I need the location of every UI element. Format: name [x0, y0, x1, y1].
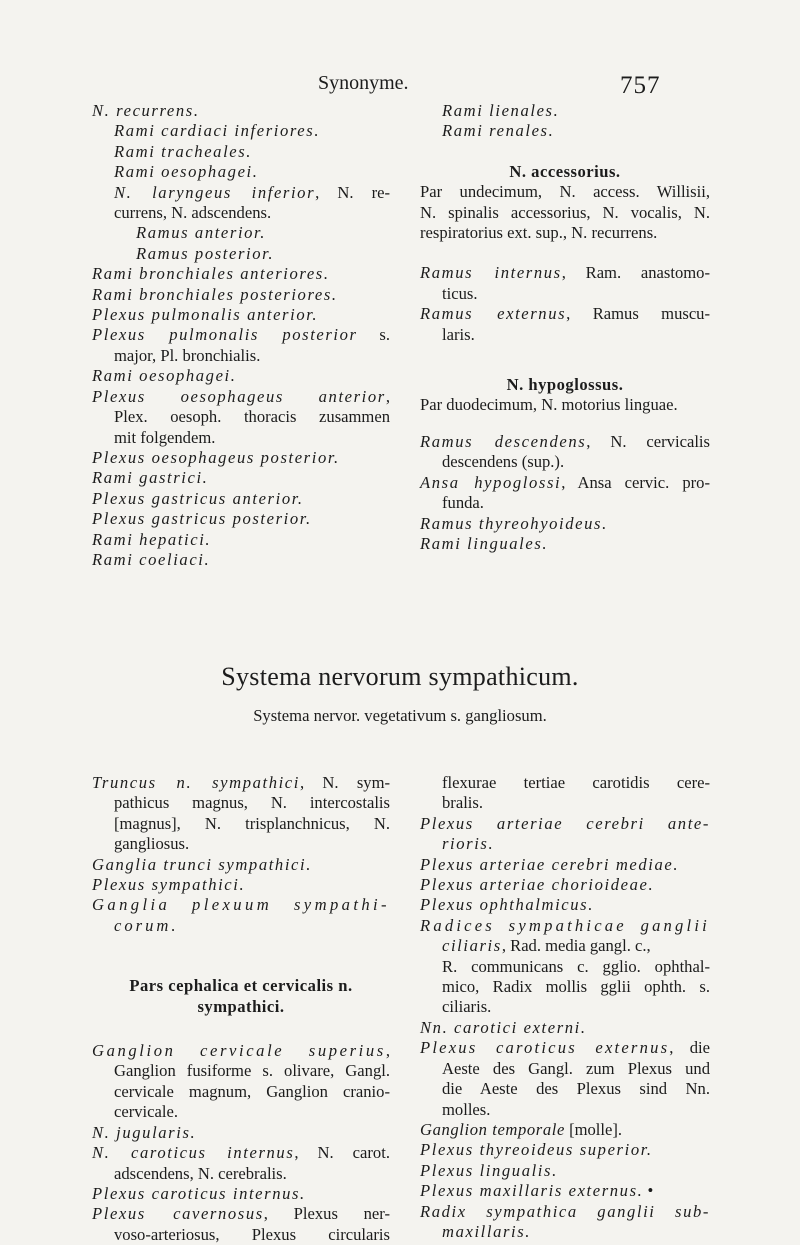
entry: Plexus maxillaris externus. • [420, 1181, 654, 1201]
entry: N. spinalis accessorius, N. vocalis, N. [420, 202, 710, 222]
entry: Plexus thyreoideus superior. [420, 1140, 653, 1160]
running-title: Synonyme. [318, 72, 409, 94]
section-heading-pars-cephalica-cont: sympathici. [197, 996, 285, 1016]
top-right-column [420, 101, 710, 554]
entry: respiratorius ext. sup., N. recurrens. [420, 223, 658, 243]
entry: Plex. oesoph. thoracis zusammen [114, 407, 390, 427]
entry: pathicus magnus, N. intercostalis [114, 793, 390, 813]
entry: voso-arteriosus, Plexus circularis [114, 1224, 390, 1244]
entry: Plexus arteriae cerebri mediae. [420, 854, 680, 874]
bottom-left-column [92, 773, 390, 1245]
entry: [magnus], N. trisplanchnicus, N. [114, 813, 390, 833]
entry: major, Pl. bronchialis. [114, 345, 261, 365]
entry: Rami gastrici. [92, 468, 209, 488]
entry: N. laryngeus inferior, N. re- [114, 182, 391, 202]
entry: ciliaris. [442, 997, 492, 1017]
entry: Ramus internus, Ram. anastomo- [420, 263, 710, 283]
entry: ticus. [442, 283, 478, 303]
entry: Plexus oesophageus anterior, [92, 386, 390, 406]
entry: Rami tracheales. [114, 141, 253, 161]
entry: Plexus cavernosus, Plexus ner- [92, 1204, 390, 1224]
entry: descendens (sup.). [442, 452, 565, 472]
entry: die Aeste des Plexus sind Nn. [442, 1079, 710, 1099]
entry: Rami hepatici. [92, 529, 212, 549]
entry: Ganglia plexuum sympathi- [92, 895, 390, 915]
entry: rioris. [442, 834, 495, 854]
section-title: Systema nervorum sympathicum. [221, 662, 579, 691]
entry: cervicale. [114, 1102, 179, 1122]
entry: adscendens, N. cerebralis. [114, 1163, 287, 1183]
entry: N. caroticus internus, N. carot. [92, 1143, 390, 1163]
section-subtitle: Systema nervor. vegetativum s. gangliosum. [253, 706, 547, 725]
entry: currens, N. adscendens. [114, 203, 272, 223]
section-heading-accessorius: N. accessorius. [509, 161, 621, 181]
entry: flexurae tertiae carotidis cere- [442, 773, 710, 792]
entry: Ramus externus, Ramus muscu- [420, 304, 711, 324]
entry: corum. [114, 915, 179, 935]
entry: mit folgendem. [114, 427, 216, 447]
entry: bralis. [442, 793, 484, 813]
entry: Plexus arteriae chorioideae. [420, 875, 655, 895]
page-number: 757 [620, 72, 661, 99]
entry: Radix sympathica ganglii sub- [420, 1201, 710, 1221]
section-heading-pars-cephalica: Pars cephalica et cervicalis n. [129, 976, 353, 996]
entry: Par duodecimum, N. motorius linguae. [420, 395, 678, 415]
entry: Par undecimum, N. access. Willisii, [420, 182, 710, 202]
entry: Aeste des Gangl. zum Plexus und [442, 1058, 710, 1078]
entry: Rami lienales. [442, 101, 560, 120]
entry: Ganglion fusiforme s. olivare, Gangl. [114, 1061, 390, 1081]
entry: N. jugularis. [92, 1122, 197, 1142]
entry: gangliosus. [114, 834, 190, 854]
entry: mico, Radix mollis gglii ophth. s. [442, 977, 710, 997]
entry: Plexus caroticus externus, die [420, 1038, 710, 1058]
entry: Radices sympathicae ganglii [420, 915, 710, 935]
entry: ciliaris, Rad. media gangl. c., [442, 936, 651, 956]
entry: Plexus pulmonalis posterior s. [92, 325, 390, 345]
entry: Rami bronchiales posteriores. [92, 284, 338, 304]
entry: Rami cardiaci inferiores. [114, 121, 321, 141]
entry: N. recurrens. [92, 101, 200, 120]
entry: molles. [442, 1099, 491, 1119]
entry: Ganglion cervicale superius, [92, 1041, 390, 1061]
entry: cervicale magnum, Ganglion cranio- [114, 1081, 390, 1101]
entry: Rami linguales. [420, 533, 549, 553]
entry: Ganglia trunci sympathici. [92, 854, 312, 874]
entry: Plexus gastricus posterior. [92, 509, 312, 529]
entry: Rami bronchiales anteriores. [92, 264, 330, 284]
top-left-column [92, 101, 390, 570]
entry: Plexus caroticus internus. [92, 1183, 306, 1203]
entry: Plexus gastricus anterior. [92, 488, 304, 508]
bottom-right-column [420, 773, 710, 1242]
entry: Rami coeliaci. [92, 549, 211, 569]
entry: Plexus pulmonalis anterior. [92, 305, 319, 325]
entry: Plexus oesophageus posterior. [92, 447, 340, 467]
entry: Plexus ophthalmicus. [420, 895, 594, 915]
entry: Rami renales. [442, 121, 555, 141]
entry: Plexus sympathici. [92, 875, 246, 895]
entry: Plexus arteriae cerebri ante- [420, 813, 710, 833]
entry: Ramus anterior. [136, 223, 267, 243]
entry: laris. [442, 324, 475, 344]
entry: R. communicans c. gglio. ophthal- [442, 956, 710, 976]
entry: Ramus descendens, N. cervicalis [420, 431, 711, 451]
entry: maxillaris. [442, 1221, 532, 1241]
entry: Ramus posterior. [136, 243, 275, 263]
entry: Rami oesophagei. [114, 162, 259, 182]
entry: funda. [442, 493, 484, 513]
section-heading-hypoglossus: N. hypoglossus. [506, 375, 624, 395]
entry: Ansa hypoglossi, Ansa cervic. pro- [420, 472, 710, 492]
entry: Rami oesophagei. [92, 366, 237, 386]
entry: Ramus thyreohyoideus. [420, 513, 608, 533]
entry: Ganglion temporale [molle]. [420, 1119, 623, 1139]
entry: Truncus n. sympathici, N. sym- [92, 773, 391, 792]
entry: Plexus lingualis. [420, 1160, 558, 1180]
page-header [0, 72, 800, 102]
entry: Nn. carotici externi. [420, 1017, 587, 1037]
